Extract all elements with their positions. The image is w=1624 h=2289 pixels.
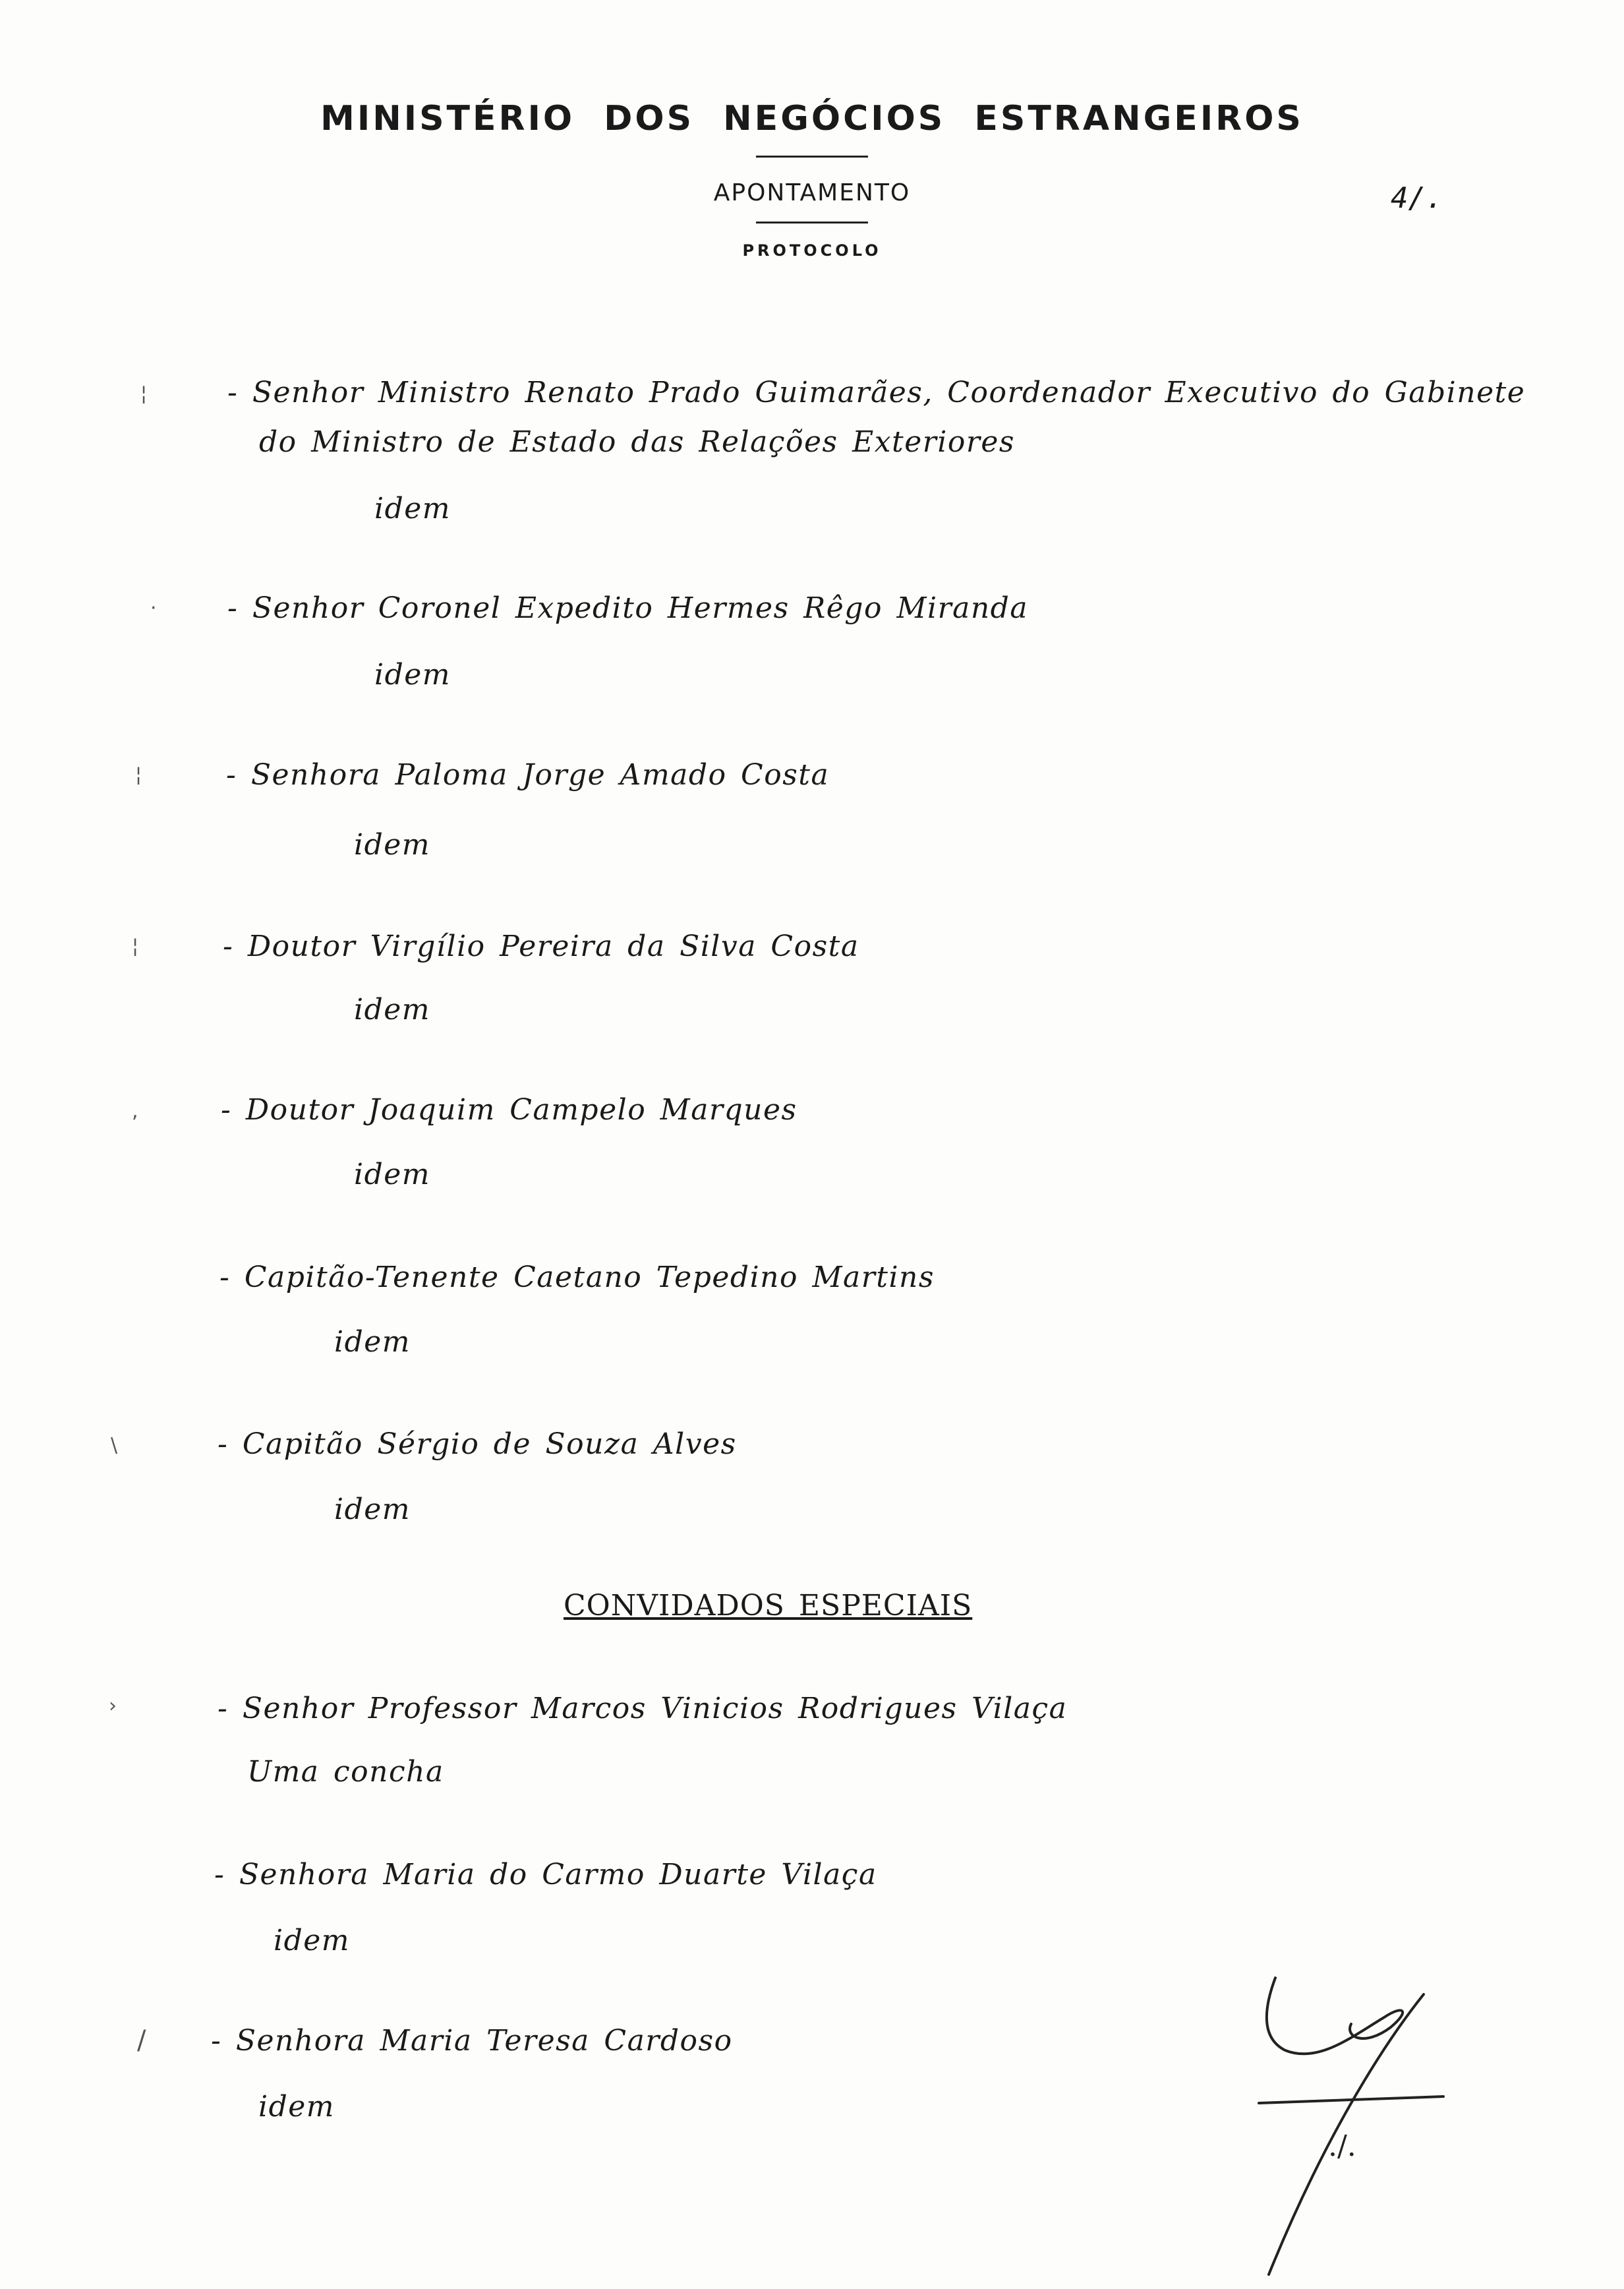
entry-2-line1: - Senhor Coronel Expedito Hermes Rêgo Miranda — [227, 591, 1029, 625]
page-number: 4/. — [1391, 181, 1443, 215]
special-guest-1-line1: - Senhor Professor Marcos Vinicios Rodrigues Vilaça — [218, 1692, 1068, 1725]
doc-type-rule — [756, 222, 868, 223]
margin-tick: , — [132, 1100, 138, 1123]
department: PROTOCOLO — [742, 241, 882, 260]
entry-5-gift: idem — [354, 1158, 430, 1191]
special-guest-2-gift: idem — [274, 1924, 350, 1957]
entry-6-gift: idem — [334, 1325, 411, 1359]
entry-7-gift: idem — [334, 1493, 411, 1526]
margin-tick: ¦ — [135, 763, 142, 787]
entry-5-line1: - Doutor Joaquim Campelo Marques — [221, 1093, 798, 1127]
entry-3-gift: idem — [354, 828, 430, 862]
margin-tick: · — [150, 597, 157, 620]
margin-tick: / — [137, 2025, 146, 2056]
special-guest-2-line1: - Senhora Maria do Carmo Duarte Vilaça — [214, 1858, 877, 1891]
margin-tick: › — [109, 1694, 117, 1717]
signature-continuation: ./. — [1328, 2129, 1356, 2163]
entry-1-line1: - Senhor Ministro Renato Prado Guimarães, Coordenador Executivo do Gabinete — [227, 376, 1526, 409]
signature-initials — [1213, 1965, 1490, 2281]
entry-7-line1: - Capitão Sérgio de Souza Alves — [218, 1427, 737, 1461]
entry-1-gift: idem — [374, 492, 451, 525]
section-heading: CONVIDADOS ESPECIAIS — [564, 1589, 973, 1622]
margin-tick: ¦ — [132, 935, 139, 958]
title-rule — [756, 156, 868, 158]
margin-tick: ¦ — [140, 382, 148, 405]
special-guest-3-line1: - Senhora Maria Teresa Cardoso — [211, 2024, 733, 2058]
entry-1-line2: do Ministro de Estado das Relações Exteriores — [259, 425, 1015, 459]
entry-6-line1: - Capitão-Tenente Caetano Tepedino Martins — [219, 1261, 935, 1294]
entry-3-line1: - Senhora Paloma Jorge Amado Costa — [226, 758, 830, 792]
margin-tick: \ — [111, 1434, 118, 1457]
entry-4-line1: - Doutor Virgílio Pereira da Silva Costa — [223, 930, 859, 963]
entry-4-gift: idem — [354, 993, 430, 1026]
ministry-title: MINISTÉRIO DOS NEGÓCIOS ESTRANGEIROS — [320, 99, 1304, 138]
entry-2-gift: idem — [374, 658, 451, 692]
doc-type: APONTAMENTO — [713, 179, 911, 206]
special-guest-1-gift: Uma concha — [247, 1755, 444, 1789]
special-guest-3-gift: idem — [258, 2090, 335, 2124]
